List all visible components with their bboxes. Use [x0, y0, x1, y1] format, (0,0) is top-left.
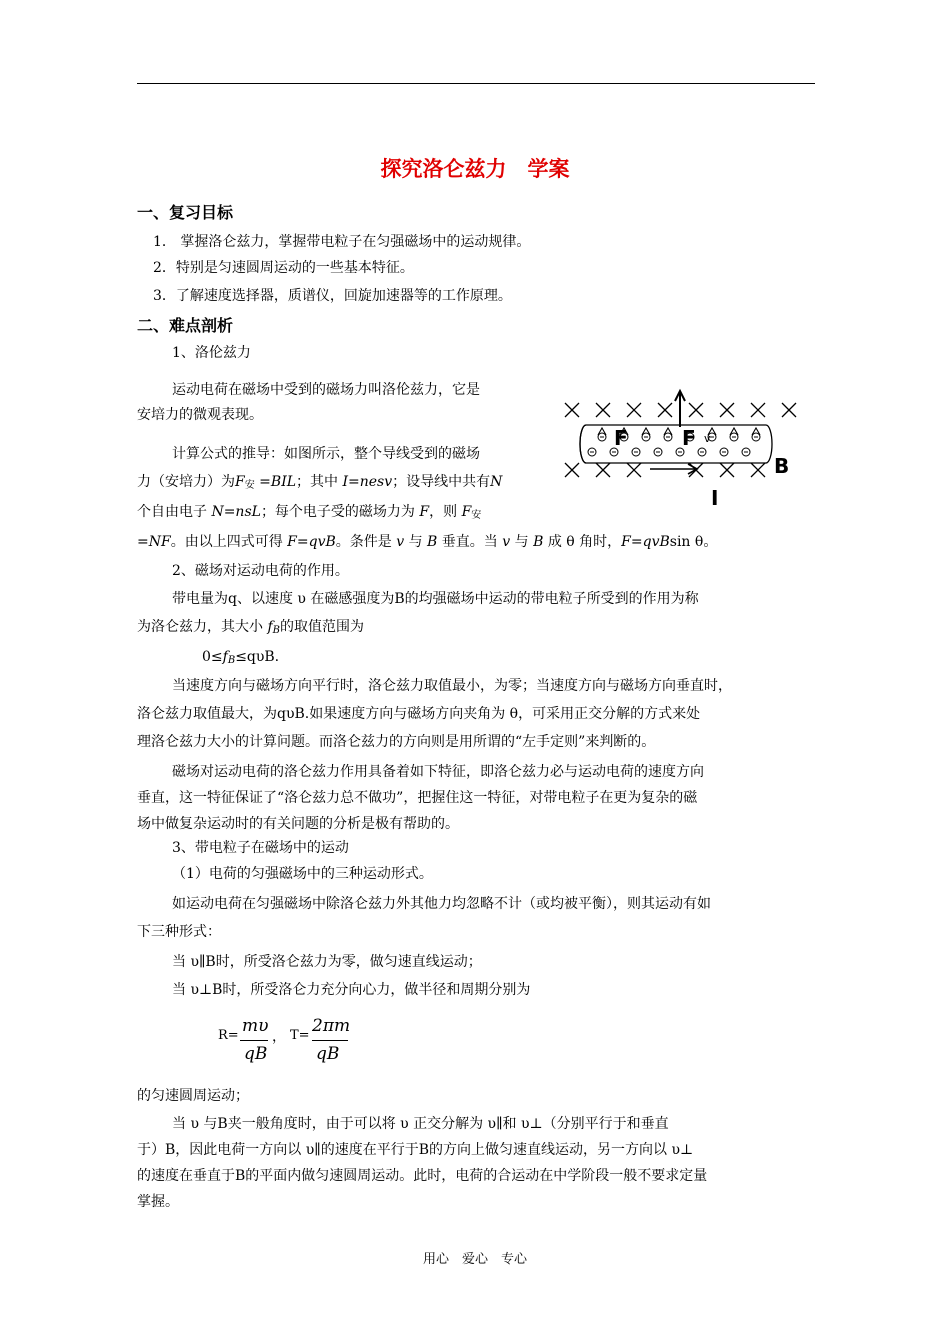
period-denominator: qB — [316, 1044, 340, 1064]
velocity-label: v — [704, 432, 711, 445]
page-title: 探究洛仑兹力 学案 — [380, 157, 570, 181]
goal-item-2: 2．特别是匀速圆周运动的一些基本特征。 — [153, 260, 414, 276]
radius-denominator: qB — [244, 1044, 268, 1064]
radius-numerator: mυ — [242, 1016, 269, 1036]
magnetic-field-label: B — [774, 454, 790, 478]
field-cross-bottom-row — [565, 463, 765, 477]
section-heading-difficulties: 二、难点剖析 — [137, 316, 234, 335]
paragraph-line: 垂直，这一特征保证了“洛仑兹力总不做功”，把握住这一特征，对带电粒子在更为复杂的磁 — [137, 790, 698, 806]
force-label-total: F — [682, 426, 696, 450]
force-label-electron: F — [614, 426, 628, 450]
paragraph-line: 为洛仑兹力，其大小 $f_B$的取值范围为 — [137, 619, 364, 636]
paragraph-line: 掌握。 — [137, 1194, 179, 1210]
paragraph-line: 场中做复杂运动时的有关问题的分析是极有帮助的。 — [137, 816, 459, 832]
formula-separator: ， — [272, 1029, 286, 1045]
paragraph-line: 如运动电荷在匀强磁场中除洛仑兹力外其他力均忽略不计（或均被平衡），则其运动有如 — [172, 896, 711, 912]
force-range-formula: $0\le f_B\le q\upsilon B$. — [202, 649, 280, 666]
paragraph-line: 当速度方向与磁场方向平行时，洛仑兹力取值最小，为零；当速度方向与磁场方向垂直时， — [172, 678, 732, 694]
conductor-cylinder-end — [580, 425, 586, 463]
paragraph-line: 下三种形式： — [137, 924, 221, 940]
subsection-three-motion-forms: （1）电荷的匀强磁场中的三种运动形式。 — [172, 866, 433, 882]
paragraph-line: 带电量为q、以速度 υ 在磁感强度为B的均强磁场中运动的带电粒子所受到的作用为称 — [172, 591, 699, 607]
radius-period-formula — [218, 1016, 358, 1068]
paragraph-line: 个自由电子 N=nsL；每个电子受的磁场力为 F，则 $F_安$ — [137, 504, 482, 521]
conductor-in-magnetic-field-figure — [558, 385, 814, 510]
goal-item-3: 3．了解速度选择器，质谱仪，回旋加速器等的工作原理。 — [153, 288, 512, 304]
subsection-field-on-moving-charge: 2、磁场对运动电荷的作用。 — [172, 563, 349, 579]
paragraph-line: 运动电荷在磁场中受到的磁场力叫洛伦兹力，它是 — [172, 382, 480, 398]
current-arrow — [650, 464, 697, 474]
paragraph-line: 的速度在垂直于B的平面内做匀速圆周运动。此时，电荷的合运动在中学阶段一般不要求定量 — [137, 1168, 708, 1184]
paragraph-line: 力（安培力）为$F_安 =BIL$；其中 I=nesv；设导线中共有N — [137, 474, 503, 491]
case-parallel: 当 υ∥B时，所受洛仑兹力为零，做匀速直线运动； — [172, 954, 482, 970]
paragraph-line: 安培力的微观表现。 — [137, 407, 263, 423]
subsection-particle-motion: 3、带电粒子在磁场中的运动 — [172, 840, 349, 856]
period-numerator: 2πm — [312, 1016, 351, 1036]
case-perpendicular: 当 υ⊥B时，所受洛仑力充分向心力，做半径和周期分别为 — [172, 982, 531, 998]
conductor-cylinder — [580, 425, 772, 463]
period-fraction-bar — [312, 1040, 348, 1041]
header-rule — [137, 83, 815, 84]
paragraph-line: =NF。由以上四式可得 F=qvB。条件是 v 与 B 垂直。当 v 与 B 成 θ 角时，F=qvBsin θ。 — [137, 534, 718, 550]
paragraph-line: 磁场对运动电荷的洛仑兹力作用具备着如下特征，即洛仑兹力必与运动电荷的速度方向 — [172, 764, 704, 780]
paragraph-line: 理洛仑兹力大小的计算问题。而洛仑兹力的方向则是用所谓的“左手定则”来判断的。 — [137, 734, 656, 750]
paragraph-line: 当 υ 与B夹一般角度时，由于可以将 υ 正交分解为 υ∥和 υ⊥（分别平行于和垂直 — [172, 1116, 669, 1132]
current-label: I — [711, 486, 719, 510]
paragraph-line: 于）B，因此电荷一方向以 υ∥的速度在平行于B的方向上做匀速直线运动，另一方向以 υ⊥ — [137, 1142, 694, 1158]
goal-item-1: 1． 掌握洛仑兹力，掌握带电粒子在匀强磁场中的运动规律。 — [153, 234, 531, 250]
paragraph-line: 的匀速圆周运动； — [137, 1088, 249, 1104]
page-footer: 用心 爱心 专心 — [422, 1252, 527, 1267]
radius-label: R= — [218, 1028, 239, 1043]
subsection-lorentz-force: 1、洛伦兹力 — [172, 345, 251, 361]
period-label: T= — [290, 1028, 310, 1043]
paragraph-line: 洛仑兹力取值最大，为qυB.如果速度方向与磁场方向夹角为 θ，可采用正交分解的方式来处 — [137, 706, 701, 722]
paragraph-line: 计算公式的推导：如图所示，整个导线受到的磁场 — [172, 446, 480, 462]
total-force-arrow — [675, 391, 685, 427]
section-heading-review-goals: 一、复习目标 — [137, 203, 234, 222]
radius-fraction-bar — [240, 1040, 268, 1041]
